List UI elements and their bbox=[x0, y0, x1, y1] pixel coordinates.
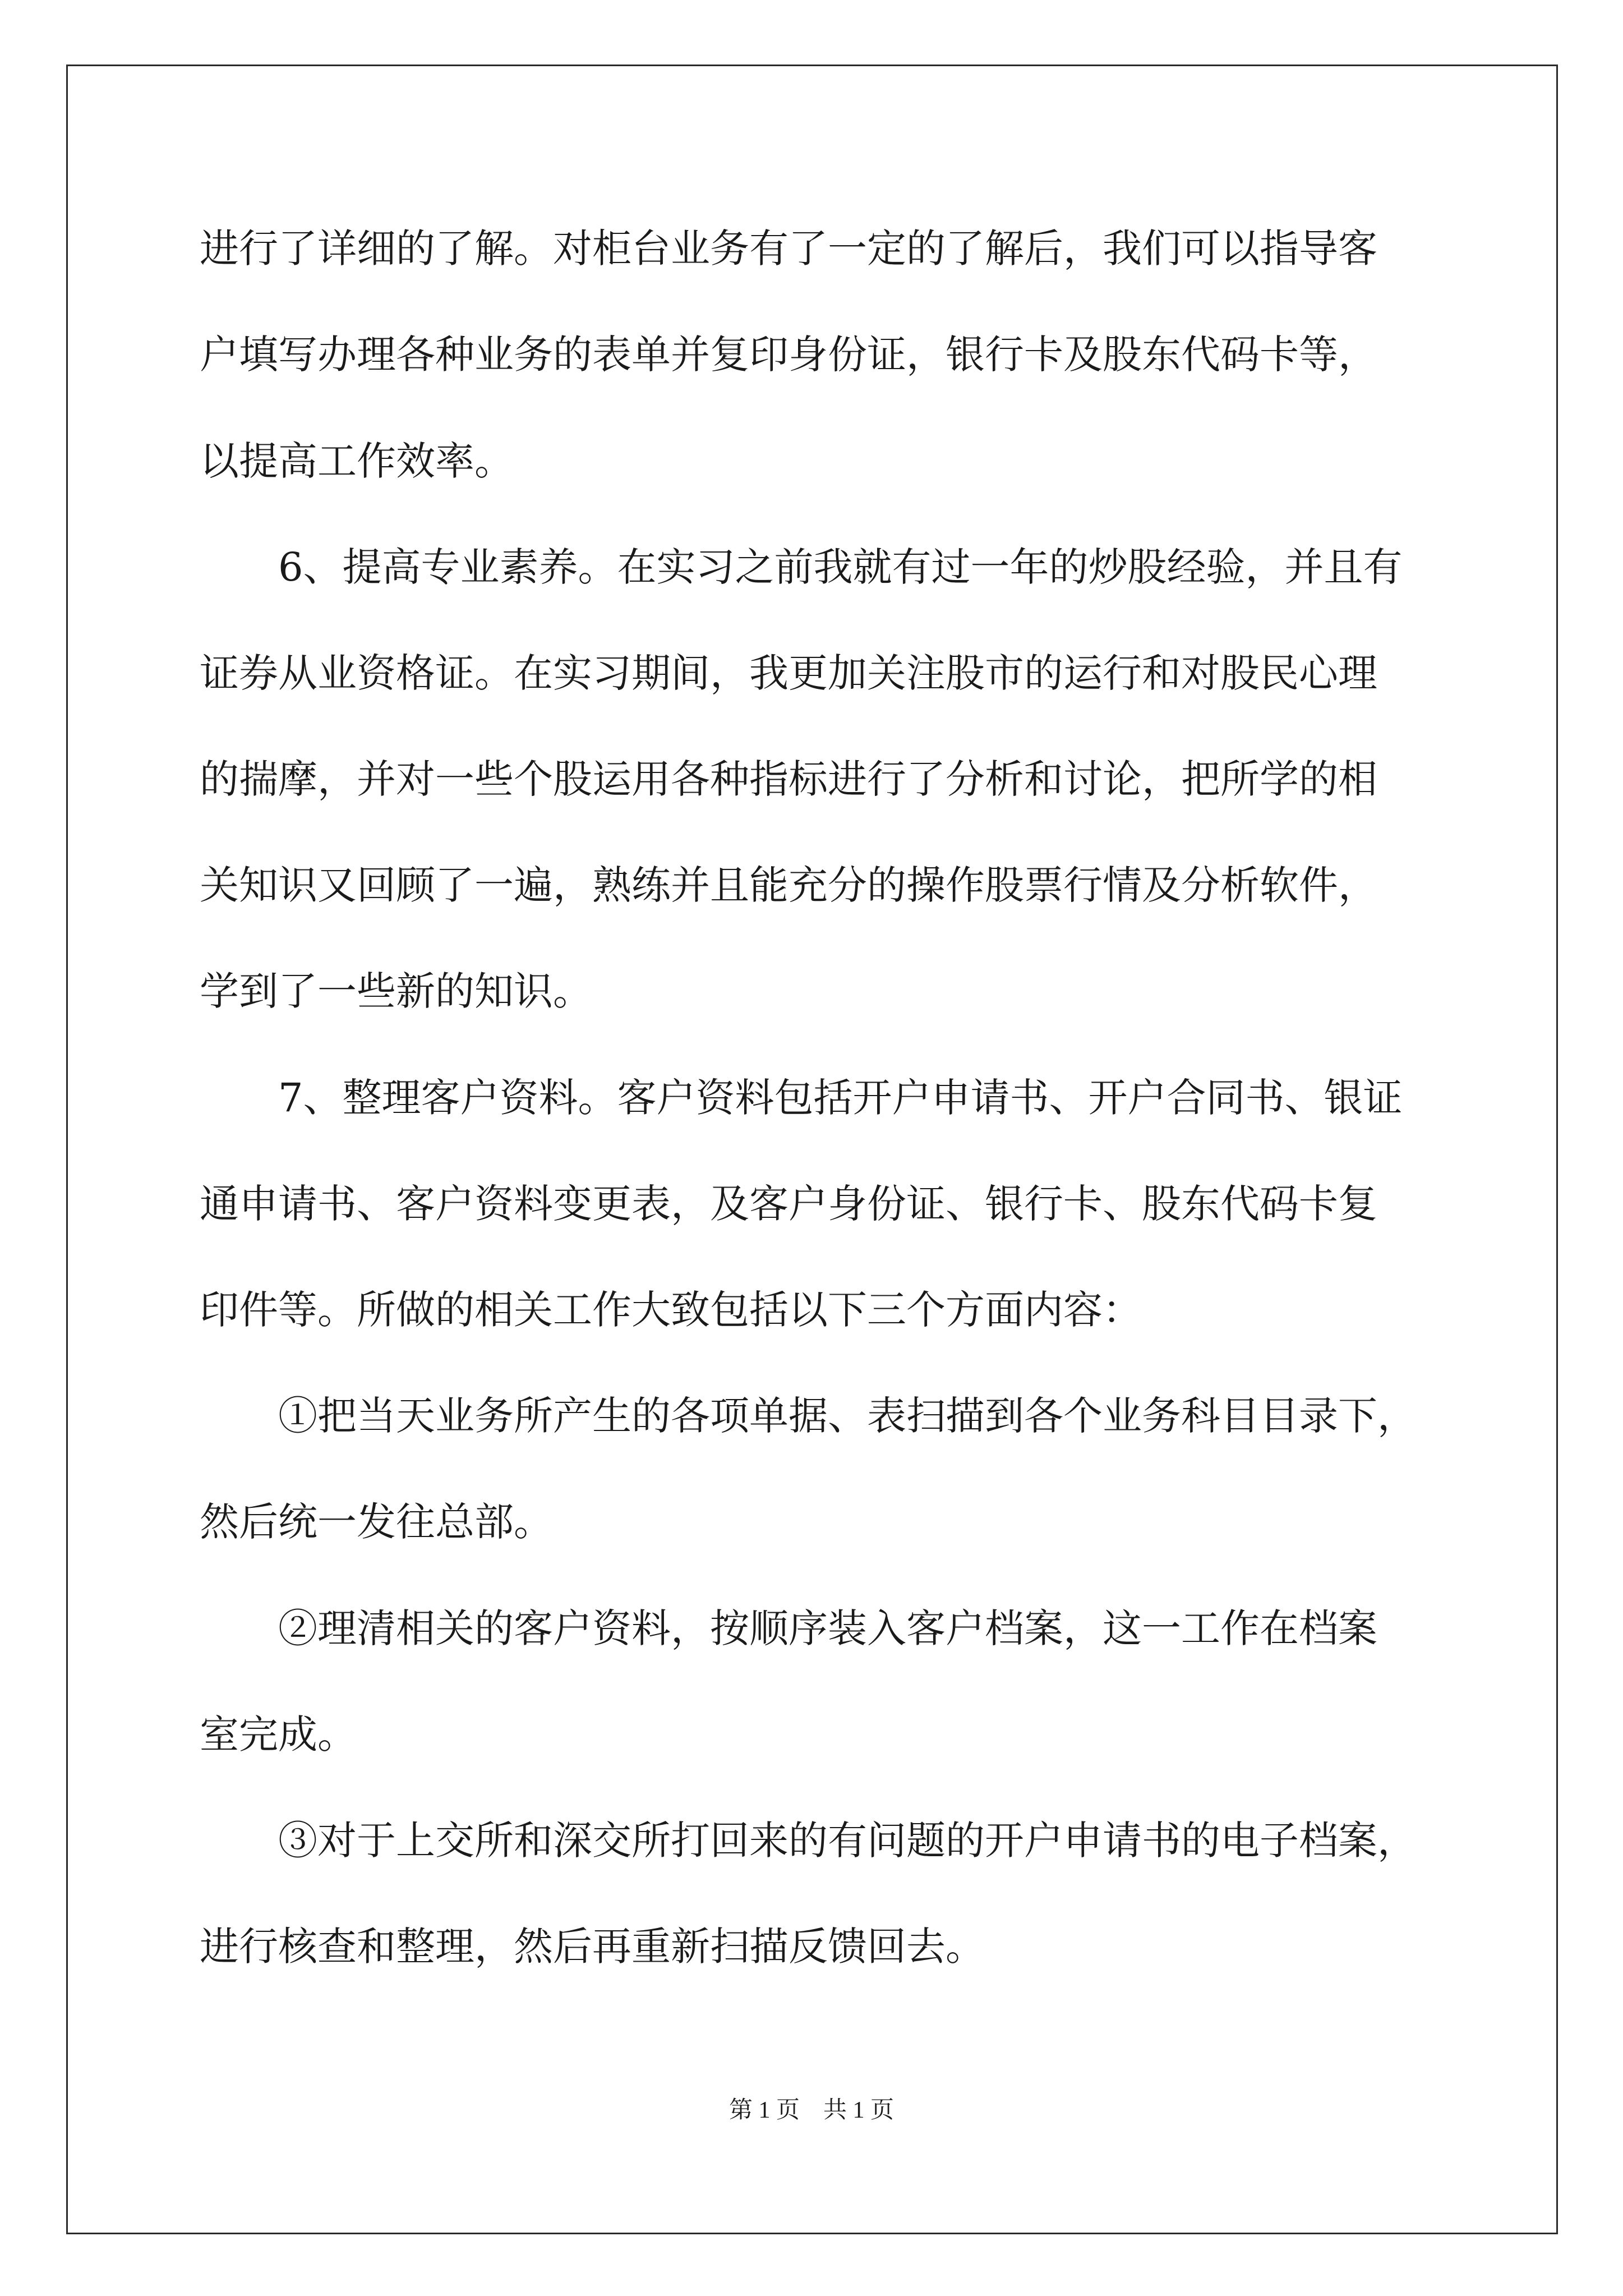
body-line: 以提高工作效率。 bbox=[200, 438, 514, 484]
body-line: ③对于上交所和深交所打回来的有问题的开户申请书的电子档案， bbox=[200, 1818, 1417, 1864]
body-line: 然后统一发往总部。 bbox=[200, 1499, 553, 1545]
page-border bbox=[66, 65, 1558, 2234]
page-footer: 第 1 页 共 1 页 bbox=[728, 2097, 894, 2123]
body-line: 的揣摩，并对一些个股运用各种指标进行了分析和讨论，把所学的相 bbox=[200, 756, 1377, 802]
body-line: 室完成。 bbox=[200, 1711, 357, 1757]
body-line: ②理清相关的客户资料，按顺序装入客户档案，这一工作在档案 bbox=[200, 1605, 1377, 1651]
body-line: 印件等。所做的相关工作大致包括以下三个方面内容： bbox=[200, 1287, 1142, 1333]
body-line: 进行核查和整理，然后再重新扫描反馈回去。 bbox=[200, 1924, 985, 1970]
body-line: 通申请书、客户资料变更表，及客户身份证、银行卡、股东代码卡复 bbox=[200, 1181, 1377, 1227]
body-line: 户填写办理各种业务的表单并复印身份证，银行卡及股东代码卡等， bbox=[200, 332, 1377, 378]
body-line: 关知识又回顾了一遍，熟练并且能充分的操作股票行情及分析软件， bbox=[200, 862, 1377, 908]
body-line: ①把当天业务所产生的各项单据、表扫描到各个业务科目目录下， bbox=[200, 1393, 1417, 1439]
body-line: 学到了一些新的知识。 bbox=[200, 968, 592, 1014]
body-line: 证券从业资格证。在实习期间，我更加关注股市的运行和对股民心理 bbox=[200, 650, 1377, 696]
body-line: 6、提高专业素养。在实习之前我就有过一年的炒股经验，并且有 bbox=[200, 544, 1403, 590]
body-line: 7、整理客户资料。客户资料包括开户申请书、开户合同书、银证 bbox=[200, 1075, 1403, 1121]
body-line: 进行了详细的了解。对柜台业务有了一定的了解后，我们可以指导客 bbox=[200, 226, 1377, 272]
